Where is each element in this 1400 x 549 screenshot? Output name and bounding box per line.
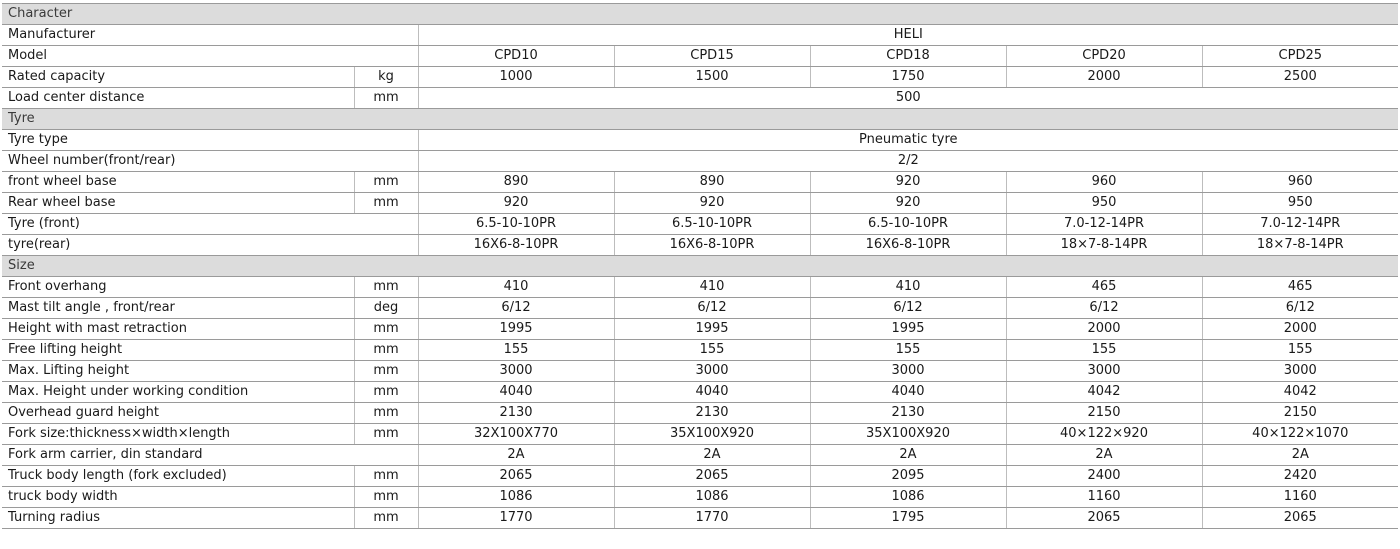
row-unit: mm	[354, 88, 418, 109]
value-cell: 4040	[418, 382, 614, 403]
value-cell: 6.5-10-10PR	[810, 214, 1006, 235]
value-cell: 1995	[418, 319, 614, 340]
value-cell: 4040	[614, 382, 810, 403]
value-cell: 2A	[614, 445, 810, 466]
value-cell: 3000	[614, 361, 810, 382]
value-cell: 2A	[810, 445, 1006, 466]
value-cell: 1500	[614, 67, 810, 88]
row-label: Tyre (front)	[2, 214, 418, 235]
value-cell: 1000	[418, 67, 614, 88]
row-unit: deg	[354, 298, 418, 319]
row-unit: mm	[354, 361, 418, 382]
value-cell: 2A	[1202, 445, 1398, 466]
row-label: Max. Height under working condition	[2, 382, 354, 403]
value-cell: 18×7-8-14PR	[1202, 235, 1398, 256]
value-cell: 1995	[810, 319, 1006, 340]
spec-row	[2, 424, 1398, 445]
row-label: front wheel base	[2, 172, 354, 193]
shared-value-cell: 500	[418, 88, 1398, 109]
row-unit: mm	[354, 487, 418, 508]
row-label: Rear wheel base	[2, 193, 354, 214]
row-unit: mm	[354, 193, 418, 214]
value-cell: 410	[810, 277, 1006, 298]
value-cell: 410	[614, 277, 810, 298]
value-cell: 890	[614, 172, 810, 193]
row-unit: mm	[354, 466, 418, 487]
value-cell: 155	[810, 340, 1006, 361]
value-cell: CPD10	[418, 46, 614, 67]
value-cell: 2065	[1202, 508, 1398, 529]
value-cell: 410	[418, 277, 614, 298]
value-cell: 960	[1202, 172, 1398, 193]
shared-value-cell: HELI	[418, 25, 1398, 46]
value-cell: 6.5-10-10PR	[614, 214, 810, 235]
value-cell: 920	[614, 193, 810, 214]
value-cell: 40×122×1070	[1202, 424, 1398, 445]
row-label: Truck body length (fork excluded)	[2, 466, 354, 487]
value-cell: 2130	[418, 403, 614, 424]
value-cell: 2065	[1006, 508, 1202, 529]
value-cell: 920	[418, 193, 614, 214]
row-unit: mm	[354, 340, 418, 361]
shared-value-cell: Pneumatic tyre	[418, 130, 1398, 151]
value-cell: 7.0-12-14PR	[1202, 214, 1398, 235]
value-cell: 2065	[614, 466, 810, 487]
row-label: Tyre type	[2, 130, 418, 151]
value-cell: 155	[1006, 340, 1202, 361]
section-title: Tyre	[2, 109, 1398, 130]
value-cell: 2500	[1202, 67, 1398, 88]
section-header	[2, 256, 1398, 277]
value-cell: 2400	[1006, 466, 1202, 487]
spec-table	[2, 3, 1398, 529]
value-cell: 4042	[1006, 382, 1202, 403]
row-label: Model	[2, 46, 418, 67]
row-unit: mm	[354, 172, 418, 193]
row-label: truck body width	[2, 487, 354, 508]
value-cell: 465	[1006, 277, 1202, 298]
spec-table-body	[2, 4, 1398, 529]
value-cell: 3000	[1006, 361, 1202, 382]
spec-row	[2, 382, 1398, 403]
spec-row	[2, 67, 1398, 88]
spec-row	[2, 340, 1398, 361]
value-cell: 950	[1202, 193, 1398, 214]
value-cell: 4042	[1202, 382, 1398, 403]
spec-row	[2, 403, 1398, 424]
value-cell: 40×122×920	[1006, 424, 1202, 445]
value-cell: 7.0-12-14PR	[1006, 214, 1202, 235]
value-cell: 18×7-8-14PR	[1006, 235, 1202, 256]
value-cell: 1995	[614, 319, 810, 340]
value-cell: 1160	[1006, 487, 1202, 508]
value-cell: 2000	[1006, 319, 1202, 340]
value-cell: 4040	[810, 382, 1006, 403]
spec-row	[2, 445, 1398, 466]
value-cell: 2150	[1006, 403, 1202, 424]
value-cell: 1086	[810, 487, 1006, 508]
row-label: Turning radius	[2, 508, 354, 529]
value-cell: 960	[1006, 172, 1202, 193]
value-cell: CPD15	[614, 46, 810, 67]
value-cell: 1750	[810, 67, 1006, 88]
value-cell: CPD25	[1202, 46, 1398, 67]
value-cell: 6/12	[614, 298, 810, 319]
row-label: Wheel number(front/rear)	[2, 151, 418, 172]
value-cell: 920	[810, 172, 1006, 193]
row-label: Free lifting height	[2, 340, 354, 361]
row-label: Manufacturer	[2, 25, 418, 46]
value-cell: 3000	[1202, 361, 1398, 382]
row-label: Front overhang	[2, 277, 354, 298]
spec-row	[2, 130, 1398, 151]
spec-row	[2, 298, 1398, 319]
value-cell: 32X100X770	[418, 424, 614, 445]
section-title: Character	[2, 4, 1398, 25]
value-cell: 6/12	[1202, 298, 1398, 319]
spec-row	[2, 508, 1398, 529]
spec-row	[2, 319, 1398, 340]
value-cell: 35X100X920	[614, 424, 810, 445]
value-cell: 155	[614, 340, 810, 361]
section-header	[2, 109, 1398, 130]
spec-row	[2, 46, 1398, 67]
row-unit: mm	[354, 319, 418, 340]
value-cell: CPD18	[810, 46, 1006, 67]
shared-value-cell: 2/2	[418, 151, 1398, 172]
value-cell: 2000	[1202, 319, 1398, 340]
spec-row	[2, 214, 1398, 235]
value-cell: 2A	[1006, 445, 1202, 466]
value-cell: 16X6-8-10PR	[614, 235, 810, 256]
spec-row	[2, 172, 1398, 193]
row-label: Height with mast retraction	[2, 319, 354, 340]
value-cell: 1086	[614, 487, 810, 508]
value-cell: 2130	[810, 403, 1006, 424]
value-cell: 1795	[810, 508, 1006, 529]
row-label: Rated capacity	[2, 67, 354, 88]
spec-row	[2, 235, 1398, 256]
spec-row	[2, 361, 1398, 382]
row-unit: kg	[354, 67, 418, 88]
value-cell: 16X6-8-10PR	[810, 235, 1006, 256]
value-cell: 155	[418, 340, 614, 361]
value-cell: 2095	[810, 466, 1006, 487]
row-unit: mm	[354, 403, 418, 424]
spec-row	[2, 466, 1398, 487]
value-cell: 6/12	[1006, 298, 1202, 319]
section-title: Size	[2, 256, 1398, 277]
value-cell: 16X6-8-10PR	[418, 235, 614, 256]
row-unit: mm	[354, 508, 418, 529]
value-cell: 3000	[810, 361, 1006, 382]
value-cell: 35X100X920	[810, 424, 1006, 445]
value-cell: 2150	[1202, 403, 1398, 424]
value-cell: 2065	[418, 466, 614, 487]
value-cell: 2130	[614, 403, 810, 424]
spec-row	[2, 88, 1398, 109]
value-cell: 920	[810, 193, 1006, 214]
value-cell: 6/12	[810, 298, 1006, 319]
spec-row	[2, 151, 1398, 172]
value-cell: 1770	[418, 508, 614, 529]
row-unit: mm	[354, 424, 418, 445]
row-label: Fork arm carrier, din standard	[2, 445, 418, 466]
row-unit: mm	[354, 382, 418, 403]
section-header	[2, 4, 1398, 25]
value-cell: 1086	[418, 487, 614, 508]
spec-row	[2, 193, 1398, 214]
spec-row	[2, 25, 1398, 46]
row-label: Overhead guard height	[2, 403, 354, 424]
value-cell: 465	[1202, 277, 1398, 298]
value-cell: 2000	[1006, 67, 1202, 88]
value-cell: 6/12	[418, 298, 614, 319]
value-cell: 2A	[418, 445, 614, 466]
value-cell: 1770	[614, 508, 810, 529]
spec-row	[2, 277, 1398, 298]
value-cell: 950	[1006, 193, 1202, 214]
value-cell: 890	[418, 172, 614, 193]
row-label: Mast tilt angle , front/rear	[2, 298, 354, 319]
spec-row	[2, 487, 1398, 508]
value-cell: 6.5-10-10PR	[418, 214, 614, 235]
row-label: Load center distance	[2, 88, 354, 109]
value-cell: 155	[1202, 340, 1398, 361]
row-label: Max. Lifting height	[2, 361, 354, 382]
row-unit: mm	[354, 277, 418, 298]
row-label: Fork size:thickness×width×length	[2, 424, 354, 445]
value-cell: CPD20	[1006, 46, 1202, 67]
row-label: tyre(rear)	[2, 235, 418, 256]
value-cell: 1160	[1202, 487, 1398, 508]
value-cell: 2420	[1202, 466, 1398, 487]
value-cell: 3000	[418, 361, 614, 382]
